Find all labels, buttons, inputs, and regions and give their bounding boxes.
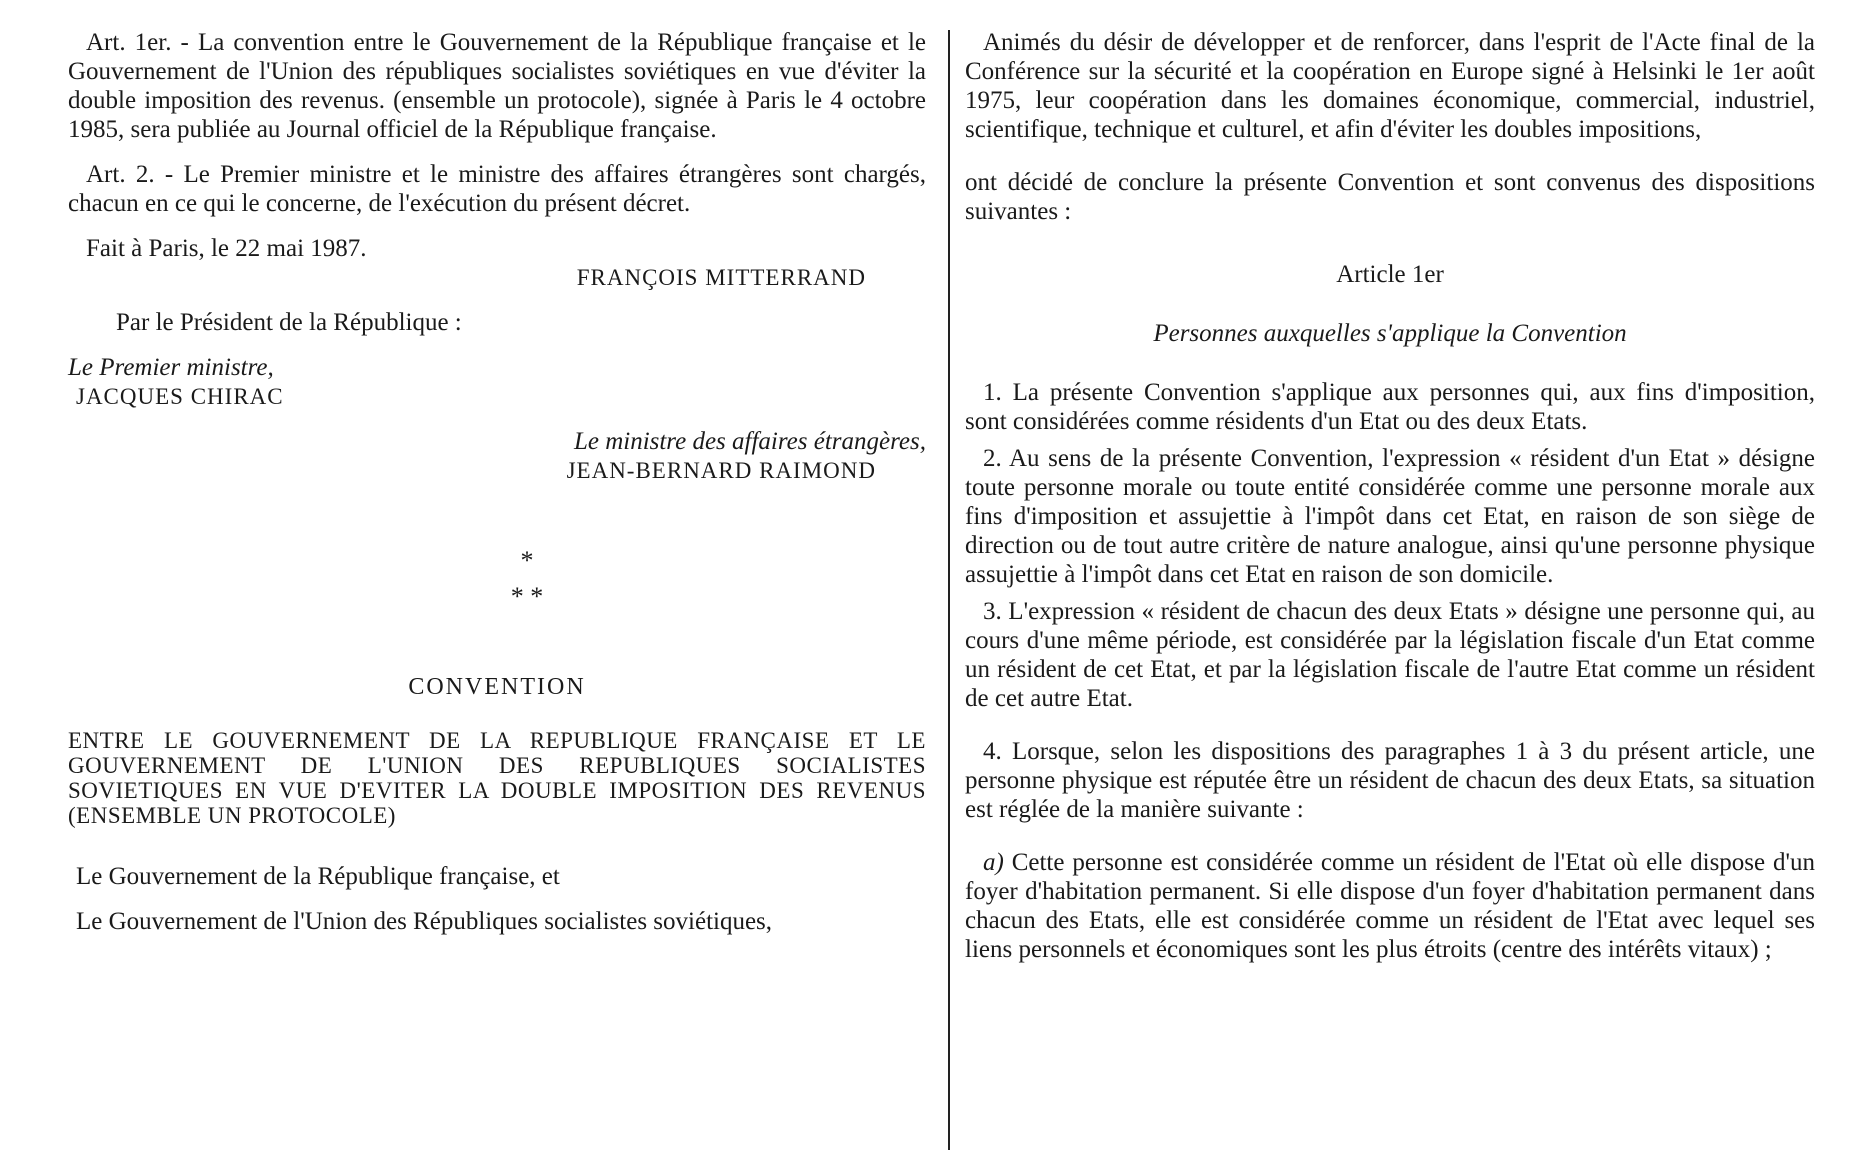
prime-minister-title: Le Premier ministre, — [68, 354, 274, 381]
paragraph-4a-label: a) — [983, 849, 1004, 876]
soviet-government: Le Gouvernement de l'Union des Républiques socialistes soviétiques, — [76, 908, 773, 935]
article-2-decree: Art. 2. - Le Premier ministre et le ministre des affaires étrangères sont chargés, chacun en ce qui le concerne, de l'exécution du présent décret. — [68, 161, 926, 217]
separator-stars-top: * — [520, 546, 534, 575]
column-divider — [948, 30, 950, 1150]
left-column — [68, 28, 926, 936]
paragraph-4a-text: Cette personne est considérée comme un résident de l'Etat où elle dispose d'un foyer d'habitation permanent. Si elle dispose d'un foyer d'habitation permanent dans chacun des Etats, elle est considérée comme un résident de l'Etat avec lequel ses liens personnels et économiques sont les plus étroits (centre des intérêts vitaux) ; — [965, 849, 1816, 963]
french-government: Le Gouvernement de la République française, et — [76, 863, 560, 890]
article-subheading: Personnes auxquelles s'applique la Convention — [1153, 320, 1627, 347]
convention-title: CONVENTION — [408, 674, 586, 700]
convention-subtitle: ENTRE LE GOUVERNEMENT DE LA REPUBLIQUE FRANÇAISE ET LE GOUVERNEMENT DE L'UNION DES REPUBLIQUES SOCIALISTES SOVIETIQUES EN VUE D'EVITER LA DOUBLE IMPOSITION DES REVENUS (ENSEMBLE UN PROTOCOLE) — [68, 728, 926, 828]
par-le-president: Par le Président de la République : — [116, 309, 462, 336]
article-1-decree: Art. 1er. - La convention entre le Gouvernement de la République française et le Gouvernement de l'Union des républiques socialistes soviétiques en vue d'éviter la double imposition des revenus. (ensemble un protocole), signée à Paris le 4 octobre 1985, sera publiée au Journal officiel de la République française. — [68, 29, 926, 143]
foreign-minister-name: JEAN-BERNARD RAIMOND — [566, 458, 876, 483]
right-column — [965, 28, 1815, 964]
paragraph-3: 3. L'expression « résident de chacun des deux Etats » désigne une personne qui, au cours d'une même période, est considérée par la législation fiscale d'un Etat comme un résident de cet Etat, et par la législation fiscale de l'autre Etat comme un résident de cet autre Etat. — [965, 598, 1815, 712]
separator-stars-bottom: * * — [510, 582, 544, 611]
place-date: Fait à Paris, le 22 mai 1987. — [86, 235, 367, 262]
foreign-minister-title: Le ministre des affaires étrangères, — [573, 428, 926, 455]
paragraph-1: 1. La présente Convention s'applique aux personnes qui, aux fins d'imposition, sont considérées comme résidents d'un Etat ou des deux Etats. — [965, 379, 1815, 435]
article-heading: Article 1er — [1336, 261, 1444, 288]
president-signature: FRANÇOIS MITTERRAND — [576, 265, 866, 290]
paragraph-4: 4. Lorsque, selon les dispositions des paragraphes 1 à 3 du présent article, une personne physique est réputée être un résident de chacun des deux Etats, sa situation est réglée de la manière suivante : — [965, 738, 1815, 823]
decided-clause: ont décidé de conclure la présente Convention et sont convenus des dispositions suivantes : — [965, 169, 1815, 225]
paragraph-2: 2. Au sens de la présente Convention, l'expression « résident d'un Etat » désigne toute personne morale ou toute entité considérée comme une personne morale aux fins d'imposition et assujettie à l'impôt dans cet Etat, en raison de son siège de direction ou de tout autre critère de nature analogue, ainsi qu'une personne physique assujettie à l'impôt dans cet Etat en raison de son domicile. — [965, 445, 1815, 588]
preamble: Animés du désir de développer et de renforcer, dans l'esprit de l'Acte final de la Conférence sur la sécurité et la coopération en Europe signé à Helsinki le 1er août 1975, leur coopération dans les domaines économique, commercial, industriel, scientifique, technique et culturel, et afin d'éviter les doubles impositions, — [965, 29, 1815, 143]
paragraph-4a — [965, 848, 1815, 964]
prime-minister-name: JACQUES CHIRAC — [76, 384, 284, 409]
